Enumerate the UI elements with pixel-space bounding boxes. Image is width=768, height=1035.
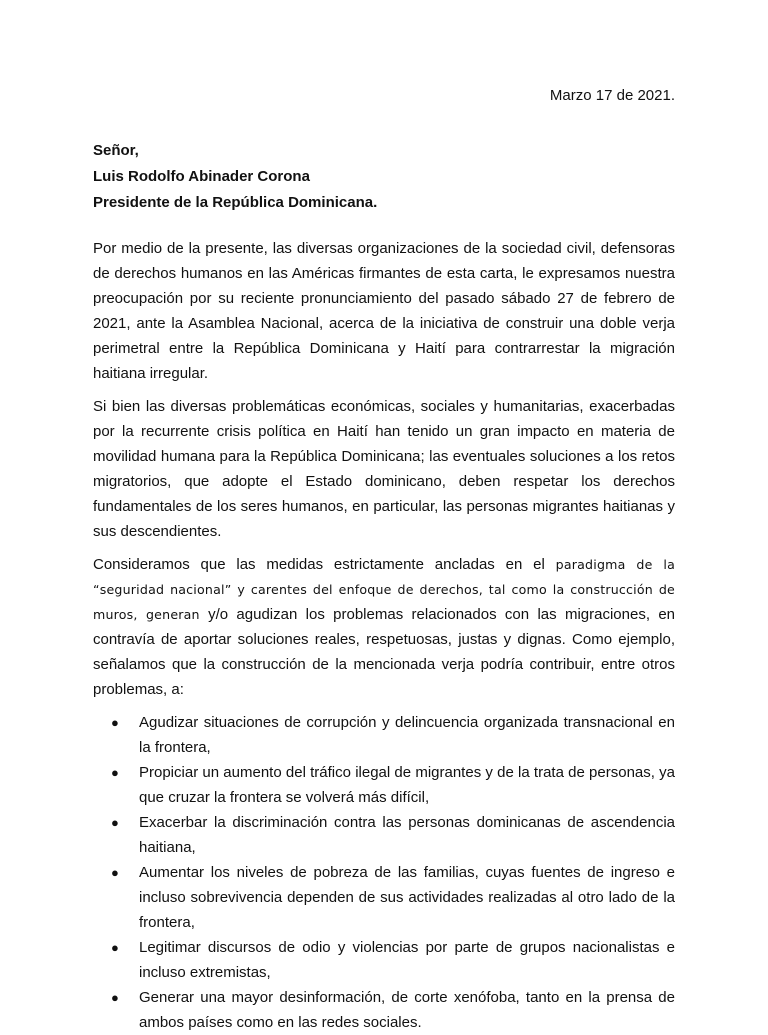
recipient-title: Presidente de la República Dominicana. [93, 194, 378, 211]
salutation-greeting: Señor, [93, 142, 139, 159]
list-item-text: Generar una mayor desinformación, de corte xenófoba, tanto en la prensa de ambos países como en las redes sociales. [139, 989, 675, 1031]
bullet-icon: ● [111, 715, 119, 730]
letter-body [93, 236, 675, 1035]
list-item-text: Legitimar discursos de odio y violencias por parte de grupos nacionalistas e incluso extremistas, [139, 939, 675, 981]
bullet-icon: ● [111, 990, 119, 1005]
list-item [93, 760, 675, 810]
list-item-text: Exacerbar la discriminación contra las personas dominicanas de ascendencia haitiana, [139, 814, 675, 856]
paragraph-intro: Por medio de la presente, las diversas organizaciones de la sociedad civil, defensoras de derechos humanos en las Américas firmantes de esta carta, le expresamos nuestra preocupación por su reciente pronunciamiento del pasado sábado 27 de febrero de 2021, ante la Asamblea Nacional, acerca de la iniciativa de construir una doble verja perimetral entre la República Dominicana y Haití para contrarrestar la migración haitiana irregular. [93, 240, 675, 382]
recipient-name: Luis Rodolfo Abinader Corona [93, 168, 310, 185]
paragraph-consideration-part3: y/o agudizan los problemas relacionados con las migraciones, en contravía de aportar soluciones reales, respetuosas, justas y dignas. Como ejemplo, señalamos que la construcción de la mencionada verja podría contribuir, entre otros problemas, a: [93, 606, 676, 698]
bullet-icon: ● [111, 865, 119, 880]
list-item [93, 710, 675, 760]
list-item [93, 860, 675, 935]
salutation-block [93, 138, 675, 216]
list-item [93, 985, 675, 1035]
problems-list [93, 710, 675, 1035]
list-item-text: Aumentar los niveles de pobreza de las familias, cuyas fuentes de ingreso e incluso sobrevivencia dependen de sus actividades realizadas al otro lado de la frontera, [139, 864, 675, 931]
paragraph-context: Si bien las diversas problemáticas económicas, sociales y humanitarias, exacerbadas por la recurrente crisis política en Haití han tenido un gran impacto en materia de movilidad humana para la República Dominicana; las eventuales soluciones a los retos migratorios, que adopte el Estado dominicano, deben respetar los derechos fundamentales de los seres humanos, en particular, las personas migrantes haitianas y sus descendientes. [93, 398, 675, 540]
list-item-text: Propiciar un aumento del tráfico ilegal de migrantes y de la trata de personas, ya que cruzar la frontera se volverá más difícil, [139, 764, 675, 806]
bullet-icon: ● [111, 765, 119, 780]
letter-date: Marzo 17 de 2021. [549, 87, 675, 104]
bullet-icon: ● [111, 815, 119, 830]
paragraph-consideration-part1: Consideramos que las medidas estrictamente ancladas en el [93, 556, 556, 573]
list-item [93, 935, 675, 985]
list-item [93, 810, 675, 860]
paragraph-consideration-part2: paradigma de la “seguridad nacional” y carentes del enfoque de derechos, tal como la construcción de muros, generan [93, 557, 675, 622]
paragraph-consideration [93, 552, 675, 702]
bullet-icon: ● [111, 940, 119, 955]
list-item-text: Agudizar situaciones de corrupción y delincuencia organizada transnacional en la frontera, [139, 714, 675, 756]
